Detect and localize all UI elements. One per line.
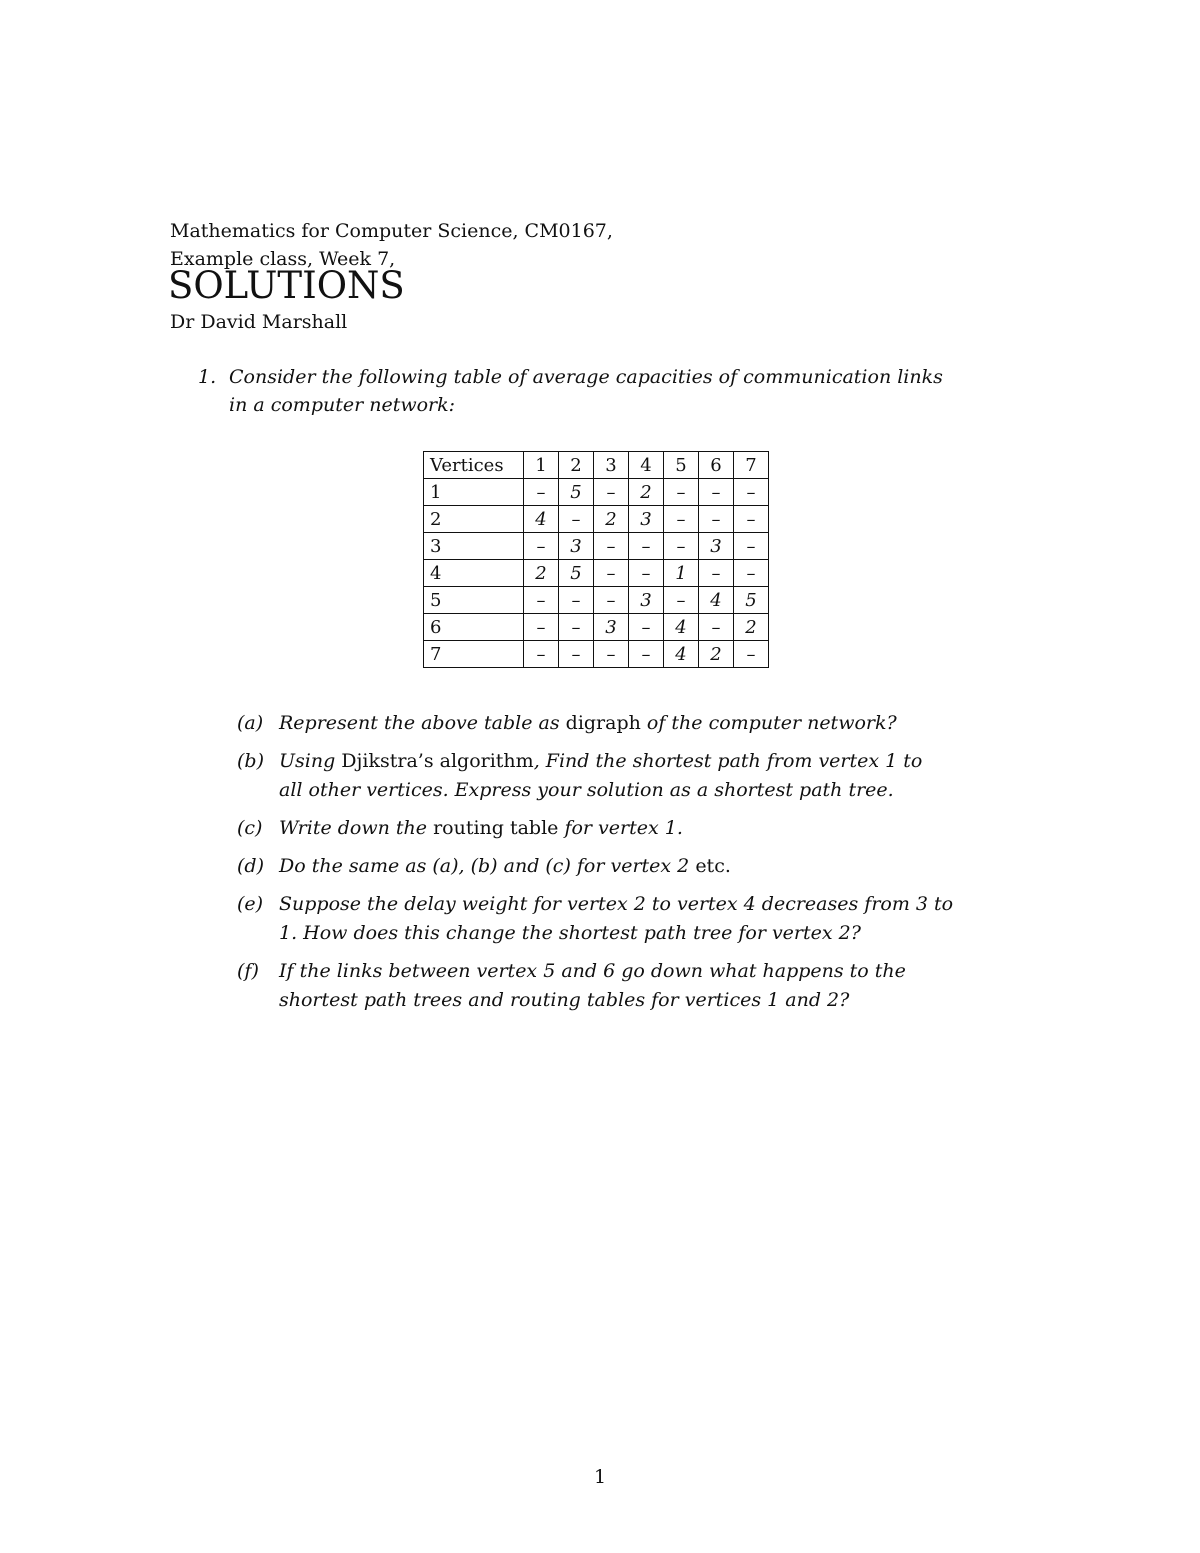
part-label: (c) [237,817,263,839]
table-cell: – [664,587,699,614]
row-header: 1 [424,479,524,506]
table-cell: 2 [594,506,629,533]
part-a [237,709,997,738]
table-cell: – [559,587,594,614]
table-cell: – [524,641,559,668]
part-text [279,709,997,738]
table-row [424,560,769,587]
table-cell: – [629,641,664,668]
question-number: 1. [198,366,217,388]
table-header-row [424,452,769,479]
part-text [279,852,997,881]
column-header: 3 [594,452,629,479]
part-c [237,814,997,843]
table-cell: – [734,560,769,587]
table-cell: 3 [629,506,664,533]
table-cell: 4 [664,614,699,641]
row-header: 3 [424,533,524,560]
table-cell: 2 [734,614,769,641]
table-cell: – [629,560,664,587]
table-row [424,641,769,668]
part-text [279,747,997,805]
part-e [237,890,997,948]
course-title: Mathematics for Computer Science, CM0167, [170,220,613,242]
table-cell: 3 [594,614,629,641]
table-cell: – [594,587,629,614]
solutions-heading: SOLUTIONS [168,264,405,307]
table-cell: – [524,533,559,560]
part-text-segment: Do the same as (a), (b) and (c) for vertex 2 [279,855,696,877]
table-cell: 3 [629,587,664,614]
part-text-term: routing table [433,817,559,839]
table-cell: 4 [524,506,559,533]
table-cell: – [664,479,699,506]
question-text [229,363,989,419]
part-text-term: etc. [695,855,731,877]
column-header: 6 [699,452,734,479]
table-cell: – [559,506,594,533]
table-cell: 4 [664,641,699,668]
part-d [237,852,997,881]
part-label: (b) [237,750,264,772]
table-cell: – [699,479,734,506]
row-header: 2 [424,506,524,533]
table-body [424,479,769,668]
table-cell: – [699,560,734,587]
table-cell: 5 [559,479,594,506]
table-cell: 3 [559,533,594,560]
capacity-table [423,451,769,668]
row-header: 5 [424,587,524,614]
author-name: Dr David Marshall [170,311,348,333]
table-row [424,533,769,560]
table-cell: – [559,641,594,668]
table-cell: – [699,506,734,533]
table-cell: – [559,614,594,641]
part-label: (d) [237,855,264,877]
part-text-segment: , Find the shortest path from vertex 1 to [533,750,923,772]
part-text-segment: for vertex 1. [558,817,683,839]
table-cell: – [734,641,769,668]
part-b [237,747,997,805]
part-text-line-1: Suppose the delay weight for vertex 2 to vertex 4 decreases from 3 to [279,893,954,915]
row-header: 6 [424,614,524,641]
part-text-line-2: 1. How does this change the shortest path tree for vertex 2? [279,922,861,944]
table-cell: – [664,506,699,533]
class-subtitle: Example class, Week 7, [170,248,396,270]
part-text [279,814,997,843]
table-row [424,506,769,533]
column-header: 2 [559,452,594,479]
part-text-segment: of the computer network? [640,712,897,734]
part-text-term: digraph [565,712,641,734]
table-cell: 1 [664,560,699,587]
column-header: 4 [629,452,664,479]
column-header: 1 [524,452,559,479]
part-text-segment: Write down the [279,817,434,839]
table-cell: – [629,533,664,560]
table-cell: – [734,506,769,533]
part-text-line-1 [279,747,997,776]
page-number: 1 [593,1466,607,1488]
table-cell: 2 [699,641,734,668]
part-label: (e) [237,893,264,915]
part-label: (f) [237,960,259,982]
table-cell: – [594,533,629,560]
table-cell: 2 [524,560,559,587]
table-cell: – [594,641,629,668]
column-header: 5 [664,452,699,479]
part-text-line-2: all other vertices. Express your solution as a shortest path tree. [279,779,894,801]
part-text [279,890,997,948]
table-cell: – [664,533,699,560]
column-header: 7 [734,452,769,479]
table-cell: 4 [699,587,734,614]
table-cell: – [524,614,559,641]
table-cell: 5 [559,560,594,587]
part-text-term: Djikstra’s algorithm [341,750,534,772]
question-text-line-2: in a computer network: [229,394,456,416]
table-cell: – [734,479,769,506]
table-cell: – [699,614,734,641]
part-text-line-2: shortest path trees and routing tables for vertices 1 and 2? [279,989,850,1011]
table-cell: – [524,479,559,506]
table-cell: 5 [734,587,769,614]
table-cell: – [594,479,629,506]
table-row [424,614,769,641]
part-text-line-1: If the links between vertex 5 and 6 go down what happens to the [279,960,906,982]
table-cell: 2 [629,479,664,506]
table-corner-header: Vertices [424,452,524,479]
part-text [279,957,997,1015]
table-row [424,479,769,506]
part-label: (a) [237,712,264,734]
table-cell: – [629,614,664,641]
row-header: 7 [424,641,524,668]
table-row [424,587,769,614]
row-header: 4 [424,560,524,587]
table-cell: – [524,587,559,614]
table-cell: – [734,533,769,560]
part-text-segment: Represent the above table as [279,712,566,734]
part-text-segment: Using [279,750,342,772]
table-cell: – [594,560,629,587]
table-cell: 3 [699,533,734,560]
part-f [237,957,997,1015]
question-text-line-1: Consider the following table of average capacities of communication links [229,366,943,388]
